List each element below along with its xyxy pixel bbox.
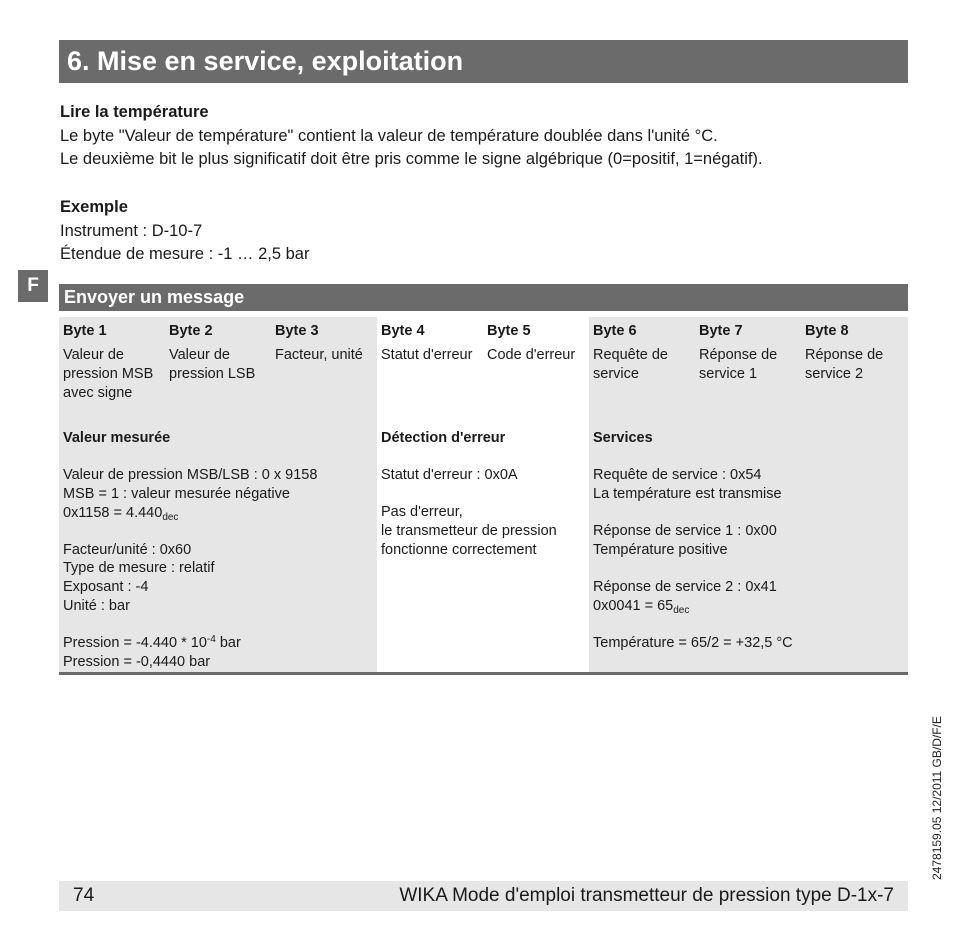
error-heading: Détection d'erreur (381, 430, 506, 446)
services-line-2: La température est transmise (593, 486, 782, 502)
services-line-3: Réponse de service 1 : 0x00 (593, 523, 777, 539)
services-line-5: Réponse de service 2 : 0x41 (593, 579, 777, 595)
page-number: 74 (73, 885, 95, 906)
byte-6-label: Byte 6 (593, 323, 637, 339)
error-line-1: Statut d'erreur : 0x0A (381, 467, 518, 483)
read-temperature-line2: Le deuxième bit le plus significatif doit être pris comme le signe algébrique (0=positif, 1=négatif). (60, 150, 763, 168)
byte-8-label: Byte 8 (805, 323, 849, 339)
services-line-1: Requête de service : 0x54 (593, 467, 762, 483)
measured-line-3 (63, 504, 178, 523)
footer-title: WIKA Mode d'emploi transmetteur de pression type D-1x-7 (399, 885, 894, 906)
byte-7-desc: Réponse de service 1 (699, 347, 778, 382)
measured-line-3-sub: dec (162, 512, 179, 523)
example-instrument: Instrument : D-10-7 (60, 221, 203, 240)
measured-line-5: Type de mesure : relatif (63, 560, 215, 576)
byte-1-desc: Valeur de pression MSB avec signe (63, 347, 154, 401)
measured-line-8 (63, 634, 241, 653)
measured-line-6: Exposant : -4 (63, 579, 149, 595)
byte-8-desc: Réponse de service 2 (805, 347, 884, 382)
footer (59, 881, 908, 911)
measured-line-1: Valeur de pression MSB/LSB : 0 x 9158 (63, 467, 318, 483)
measured-line-3-main: 0x1158 = 4.440 (63, 505, 163, 521)
read-temperature-line1: Le byte "Valeur de température" contient la valeur de température doublée dans l'unité °C. (60, 126, 718, 145)
error-line-4: fonctionne correctement (381, 542, 537, 558)
byte-3-label: Byte 3 (275, 323, 319, 339)
measured-line-2: MSB = 1 : valeur mesurée négative (63, 486, 290, 502)
byte-5-label: Byte 5 (487, 323, 531, 339)
table-bottom-rule (59, 672, 908, 675)
measured-line-7: Unité : bar (63, 598, 130, 614)
message-section-title: Envoyer un message (59, 284, 908, 311)
measured-heading: Valeur mesurée (63, 430, 171, 446)
error-line-2: Pas d'erreur, (381, 504, 463, 520)
measured-line-8-b: bar (215, 635, 241, 651)
services-line-6 (593, 597, 689, 616)
byte-1-label: Byte 1 (63, 323, 107, 339)
measured-line-8-sup: -4 (206, 634, 216, 645)
read-temperature-heading: Lire la température (60, 103, 209, 121)
error-line-3: le transmetteur de pression (381, 523, 557, 539)
byte-5-desc: Code d'erreur (487, 347, 576, 363)
byte-2-label: Byte 2 (169, 323, 213, 339)
byte-2-desc: Valeur de pression LSB (169, 347, 256, 382)
measured-line-8-a: Pression = -4.440 * 10 (63, 635, 207, 651)
byte-4-label: Byte 4 (381, 323, 425, 339)
read-temperature-section (60, 101, 763, 172)
services-line-6-main: 0x0041 = 65 (593, 598, 674, 614)
byte-3-desc: Facteur, unité (275, 347, 363, 363)
measured-line-4: Facteur/unité : 0x60 (63, 542, 192, 558)
language-tab: F (18, 270, 48, 302)
example-range: Étendue de mesure : -1 … 2,5 bar (60, 245, 310, 263)
byte-6-desc: Requête de service (593, 347, 668, 382)
services-line-4: Température positive (593, 542, 728, 558)
chapter-title: 6. Mise en service, exploitation (59, 40, 908, 83)
error-panel (377, 317, 589, 672)
example-heading: Exemple (60, 198, 128, 216)
byte-4-desc: Statut d'erreur (381, 347, 473, 363)
byte-7-label: Byte 7 (699, 323, 743, 339)
example-section (60, 196, 309, 267)
measured-line-9: Pression = -0,4440 bar (63, 654, 211, 670)
services-heading: Services (593, 430, 653, 446)
services-line-7: Température = 65/2 = +32,5 °C (593, 635, 793, 651)
document-code: 2478159.05 12/2011 GB/D/F/E (930, 716, 944, 880)
services-line-6-sub: dec (673, 605, 690, 616)
